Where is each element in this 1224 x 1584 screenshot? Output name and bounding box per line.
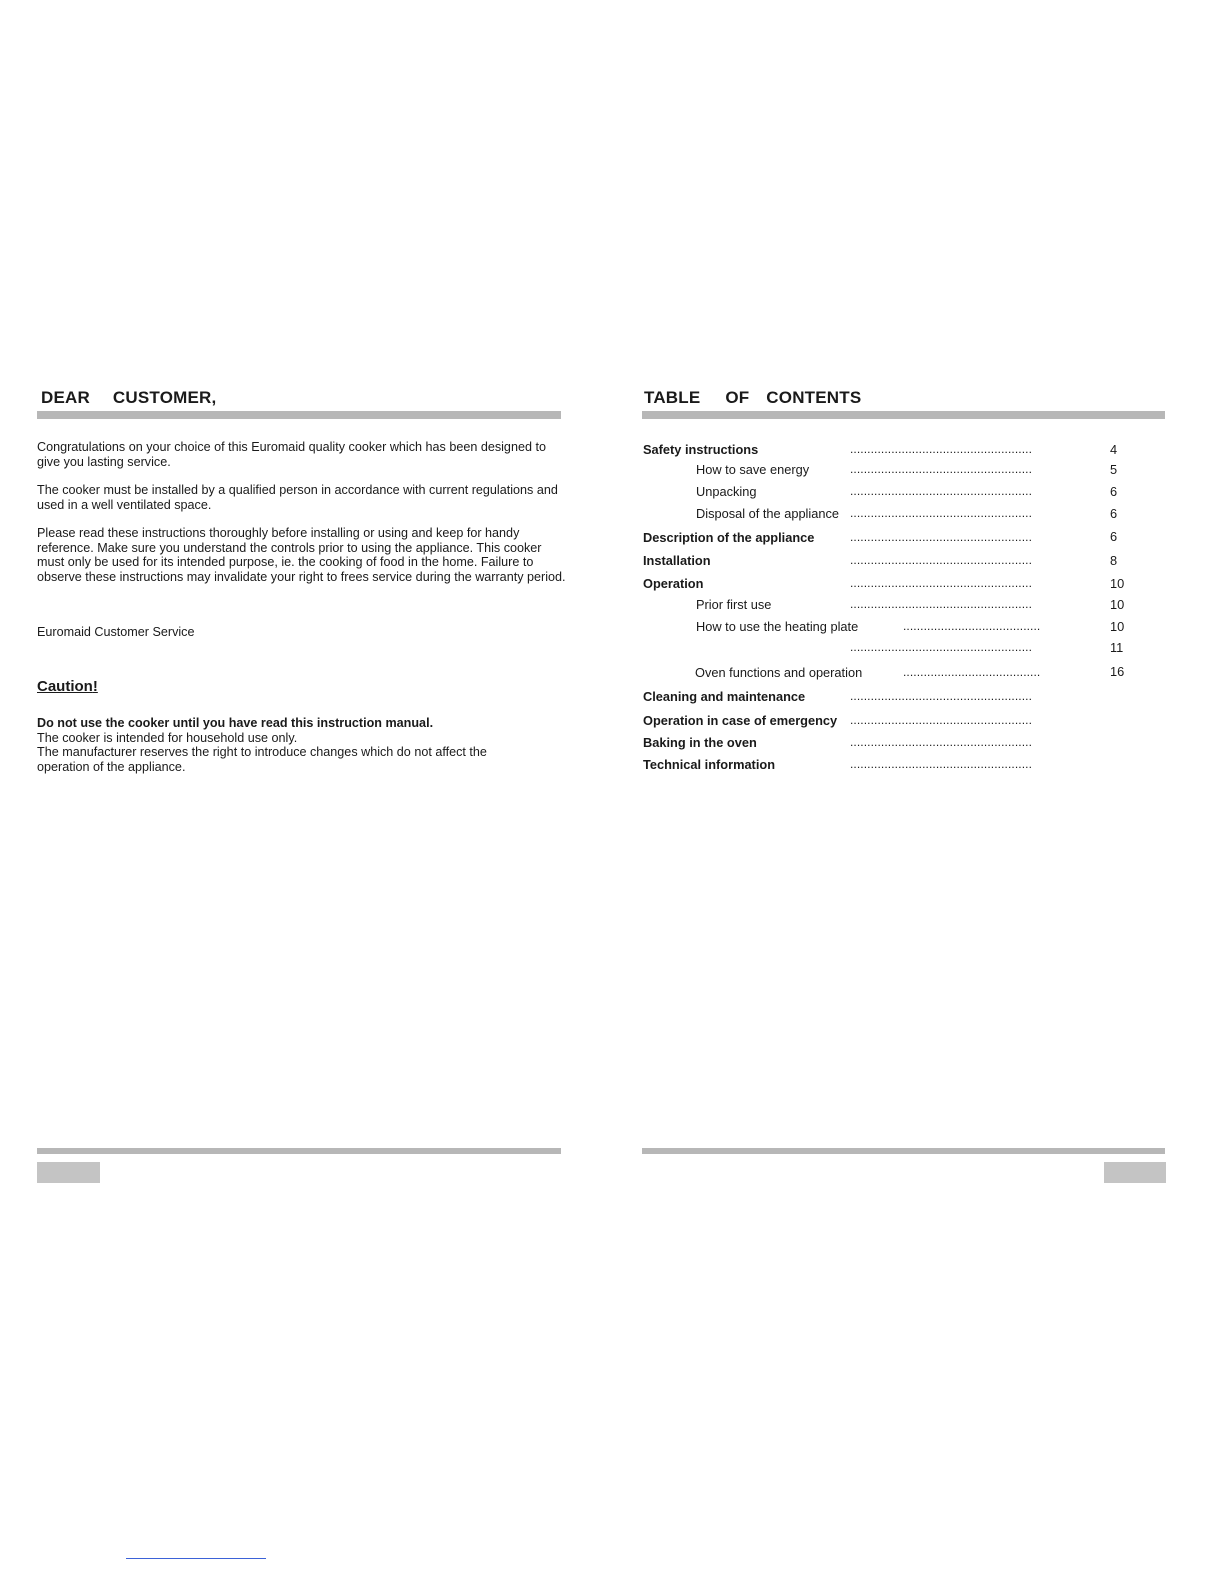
heading-word: OF (725, 388, 750, 407)
toc-page-number: 10 (1110, 576, 1125, 591)
caution-heading (37, 678, 98, 696)
toc-page-number: 10 (1110, 597, 1125, 612)
toc-label: Technical information (643, 757, 776, 772)
toc-page-number: 4 (1110, 442, 1118, 457)
toc-leader: ..................................................... (850, 530, 1033, 544)
toc-page-number: 6 (1110, 484, 1118, 499)
toc-leader: ..................................................... (850, 484, 1033, 498)
toc-label: Prior first use (696, 597, 772, 612)
caution-block (37, 716, 569, 774)
right-heading-rule (642, 411, 1165, 419)
toc-leader: ..................................................... (850, 506, 1033, 520)
toc-leader: ..................................................... (850, 713, 1033, 727)
toc-leader: ..................................................... (850, 576, 1033, 590)
toc-page-number: 6 (1110, 529, 1118, 544)
toc-label: Description of the appliance (643, 530, 815, 545)
caution-warning: Do not use the cooker until you have read this instruction manual. (37, 716, 434, 730)
left-page-heading (41, 388, 216, 408)
hyperlink-underline[interactable] (126, 1558, 266, 1559)
toc-label: Safety instructions (643, 442, 759, 457)
toc-page-number: 6 (1110, 506, 1118, 521)
toc-label: Installation (643, 553, 711, 568)
caution-line: The manufacturer reserves the right to introduce changes which do not affect the operation of the appliance. (37, 745, 487, 774)
toc-leader: ..................................................... (850, 735, 1033, 749)
toc-page-number: 10 (1110, 619, 1125, 634)
left-heading-rule (37, 411, 561, 419)
heading-word: CUSTOMER, (112, 388, 217, 407)
right-page-number-tab (1104, 1162, 1166, 1183)
toc-leader: ..................................................... (850, 689, 1033, 703)
toc-leader: ..................................................... (850, 597, 1033, 611)
toc-page-number: 16 (1110, 664, 1125, 679)
toc-leader: ........................................ (903, 665, 1041, 679)
toc-leader: ..................................................... (850, 553, 1033, 567)
installation-paragraph: The cooker must be installed by a qualified person in accordance with current regulations and used in a well ventilated space. (37, 483, 558, 512)
right-page-heading (644, 388, 861, 408)
toc-label: Unpacking (696, 484, 757, 499)
toc-leader: ..................................................... (850, 442, 1033, 456)
toc-label: Operation (643, 576, 704, 591)
toc-leader: ..................................................... (850, 757, 1033, 771)
toc-label: Oven functions and operation (695, 665, 863, 680)
toc-label: Disposal of the appliance (696, 506, 839, 521)
toc-leader: ..................................................... (850, 640, 1033, 654)
toc-page-number: 8 (1110, 553, 1118, 568)
heading-word: TABLE (644, 388, 701, 407)
caution-mark: ! (92, 678, 98, 695)
instructions-paragraph: Please read these instructions thoroughly before installing or using and keep for handy reference. Make sure you understand the controls prior to using the appliance. This cooker must only be used for its intended purpose, ie. the cooking of food in the home. Failure to observe these instructions may invalidate your right to frees service during the warranty period. (37, 526, 566, 584)
toc-leader: ..................................................... (850, 462, 1033, 476)
toc-leader: ........................................ (903, 619, 1041, 633)
left-footer-rule (37, 1148, 561, 1154)
toc-label: How to use the heating plate (696, 619, 859, 634)
heading-word: CONTENTS (766, 388, 862, 407)
heading-word: DEAR (41, 388, 90, 407)
toc-page-number: 5 (1110, 462, 1118, 477)
caution-line: The cooker is intended for household use only. (37, 730, 298, 745)
toc-label: How to save energy (696, 462, 810, 477)
toc-label: Cleaning and maintenance (643, 689, 806, 704)
left-page-number-tab (37, 1162, 100, 1183)
toc-page-number: 11 (1110, 640, 1124, 655)
signoff: Euromaid Customer Service (37, 625, 195, 639)
caution-title: Caution (37, 678, 93, 695)
toc-label: Operation in case of emergency (643, 713, 838, 728)
intro-paragraph: Congratulations on your choice of this Euromaid quality cooker which has been designed to give you lasting service. (37, 440, 546, 469)
right-footer-rule (642, 1148, 1165, 1154)
toc-label: Baking in the oven (643, 735, 757, 750)
